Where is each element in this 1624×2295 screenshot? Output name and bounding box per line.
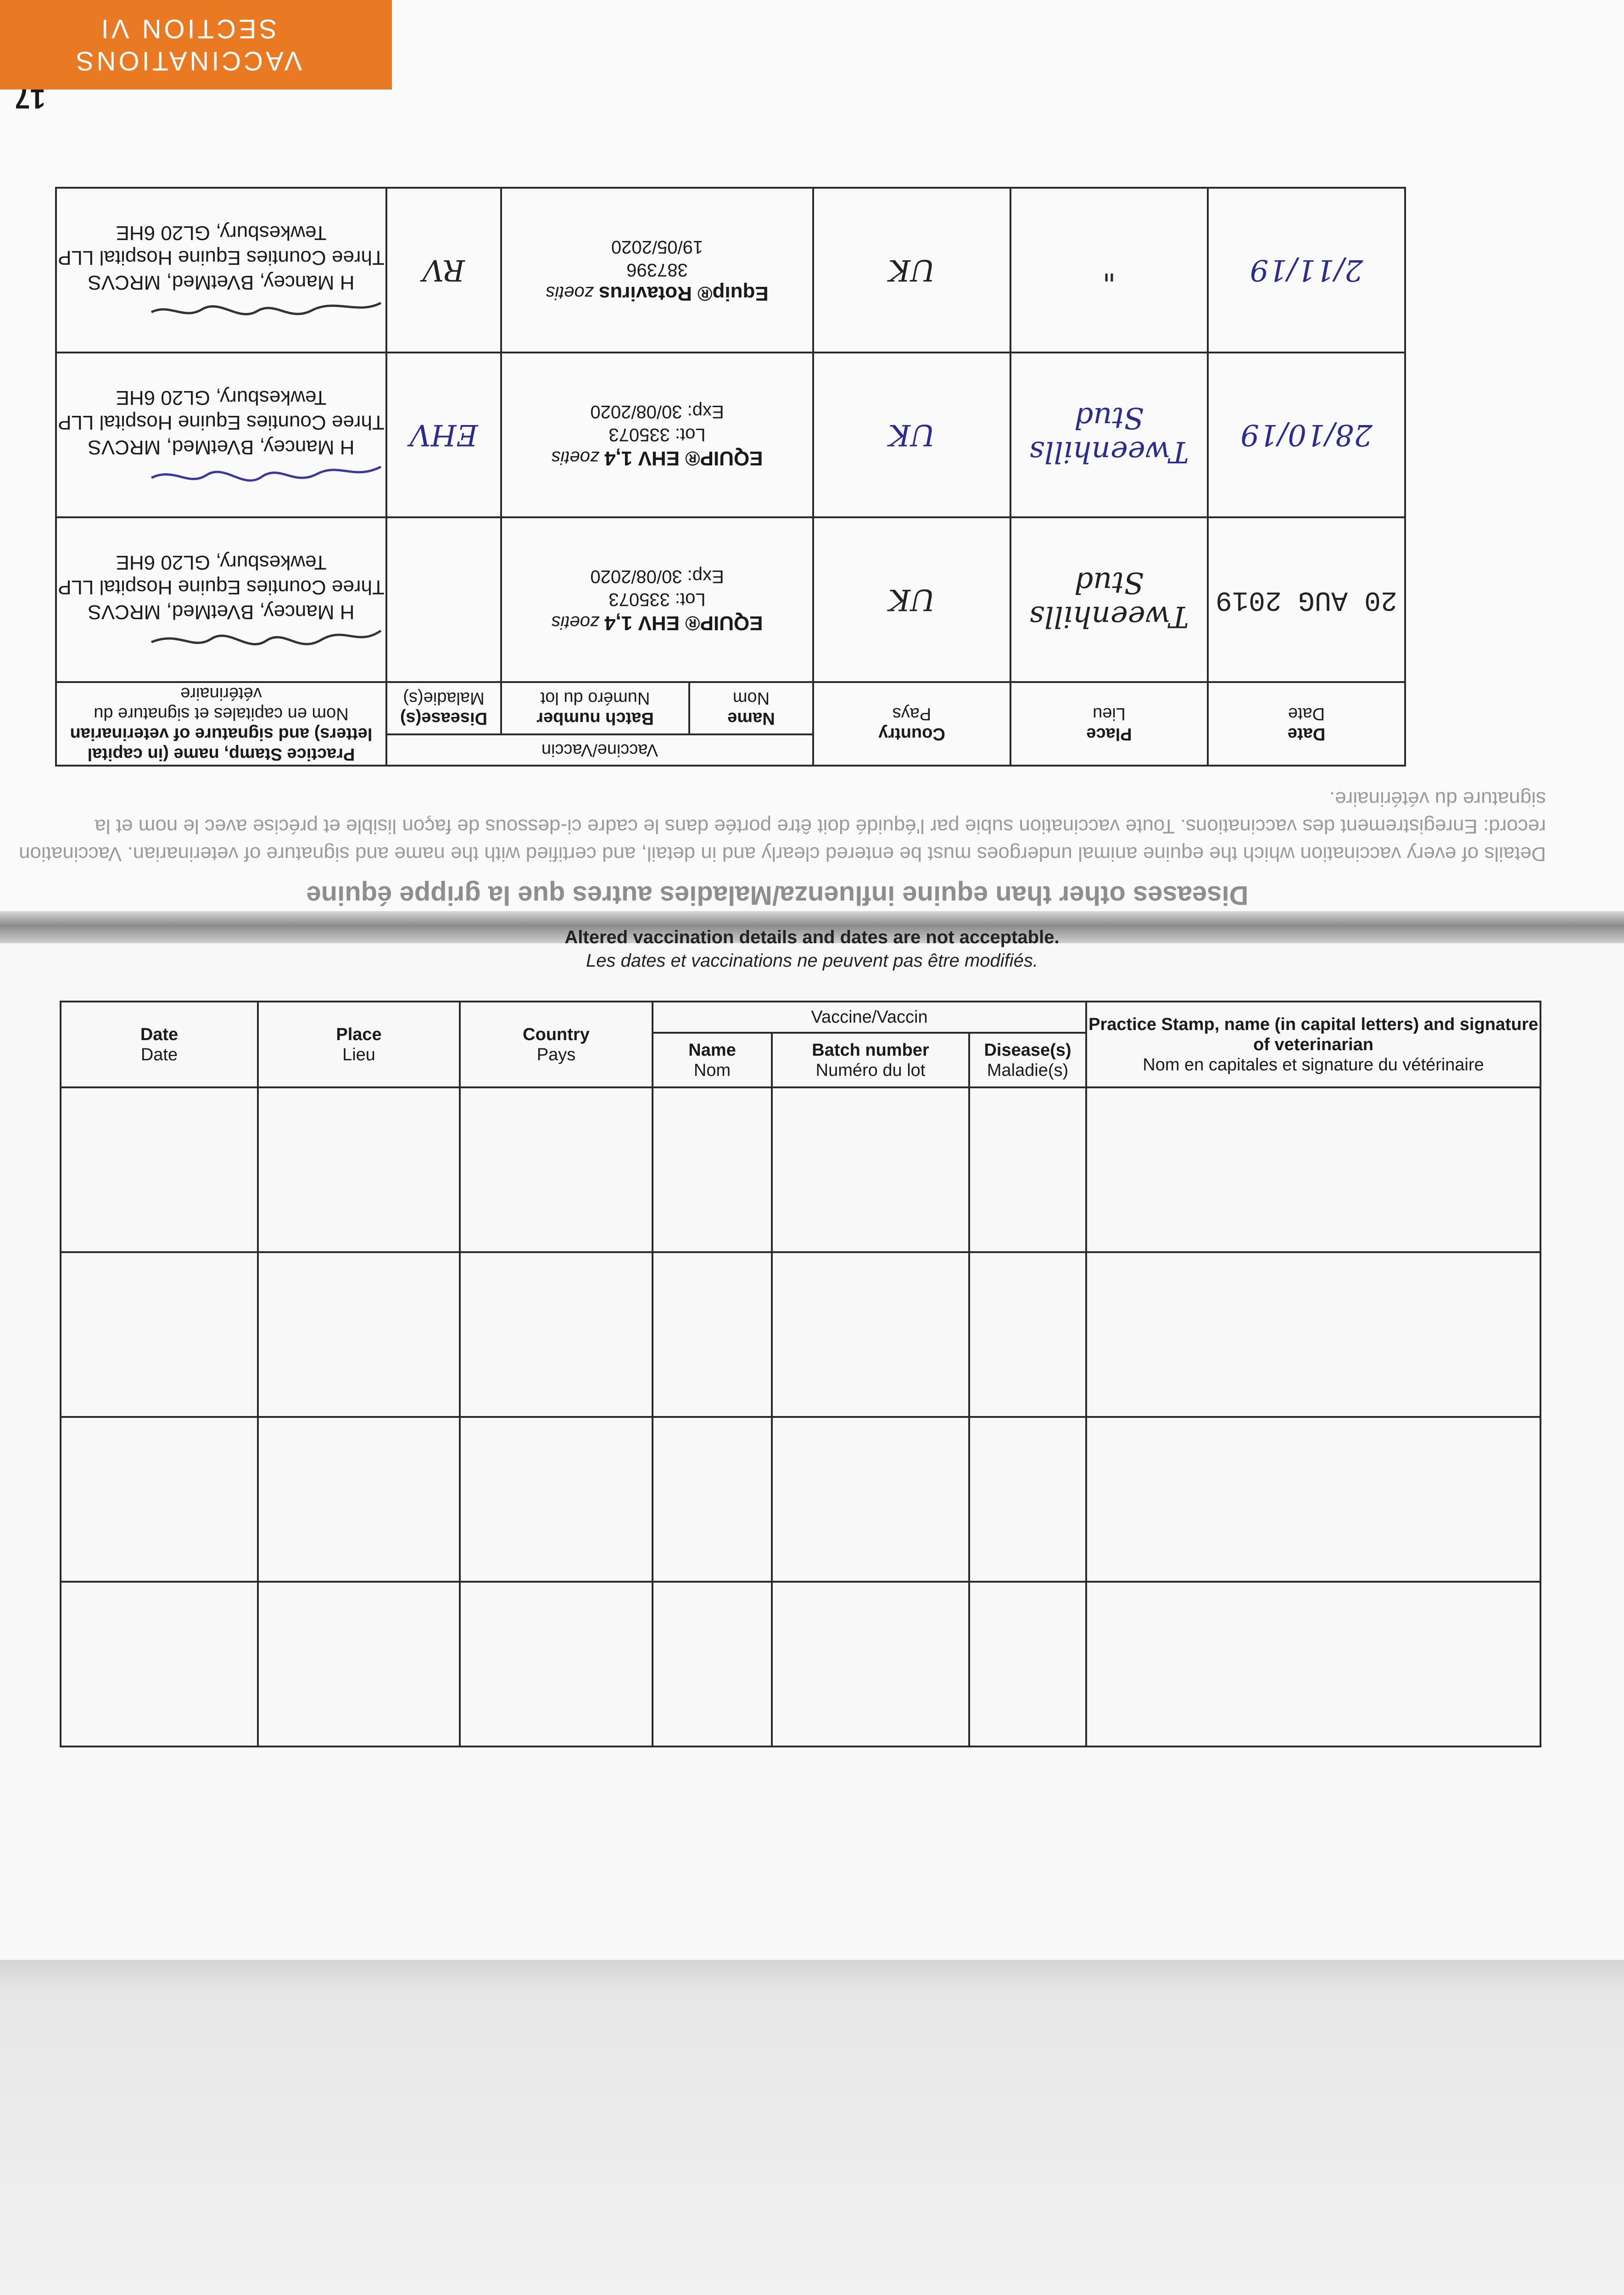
col-vaccine-group: Vaccine/Vaccin xyxy=(386,734,813,766)
col-country: Country Pays xyxy=(460,1002,653,1087)
entry-date: 20 AUG 2019 xyxy=(1208,517,1405,682)
table-header-row xyxy=(61,1002,1540,1033)
entry-country: UK xyxy=(813,517,1010,682)
empty-cell[interactable] xyxy=(772,1087,969,1252)
practice-stamp: H Mancey, BVetMed, MRCVS Three Counties Equine Hospital LLP Tewkesbury, GL20 6HE xyxy=(56,517,386,682)
empty-cell[interactable] xyxy=(258,1582,460,1746)
entry-place: " xyxy=(1010,188,1208,353)
col-batch: Batch number Numéro du lot xyxy=(772,1033,969,1087)
entry-disease xyxy=(386,517,501,682)
entry-country: UK xyxy=(813,353,1010,517)
vaccine-sticker: EQUIP® EHV 1,4 zoetis Lot: 335073 Exp: 30/08/2020 xyxy=(501,353,813,517)
col-stamp: Practice Stamp, name (in capital letters) and signature of veterinarian Nom en capitales et signature du vétérinaire xyxy=(56,682,386,766)
entry-place: Tweenhills Stud xyxy=(1010,517,1208,682)
table-row xyxy=(61,1087,1540,1252)
empty-cell[interactable] xyxy=(772,1417,969,1582)
empty-cell[interactable] xyxy=(969,1582,1086,1746)
lower-vaccination-table xyxy=(60,1001,1541,1747)
empty-cell[interactable] xyxy=(969,1417,1086,1582)
book-edge xyxy=(0,1960,1624,2295)
empty-cell[interactable] xyxy=(258,1417,460,1582)
entry-disease: EHV xyxy=(386,353,501,517)
empty-cell[interactable] xyxy=(258,1252,460,1417)
col-date: Date Date xyxy=(61,1002,258,1087)
col-name: Name Nom xyxy=(689,682,813,734)
col-vaccine-group: Vaccine/Vaccin xyxy=(653,1002,1086,1033)
empty-cell[interactable] xyxy=(969,1252,1086,1417)
col-stamp: Practice Stamp, name (in capital letters) and signature of veterinarian Nom en capitales et signature du vétérinaire xyxy=(1086,1002,1540,1087)
col-place: Place Lieu xyxy=(258,1002,460,1087)
vaccine-sticker: EQUIP® EHV 1,4 zoetis Lot: 335073 Exp: 30/08/2020 xyxy=(501,517,813,682)
empty-cell[interactable] xyxy=(1086,1582,1540,1746)
table-row xyxy=(61,1252,1540,1417)
empty-cell[interactable] xyxy=(1086,1252,1540,1417)
entry-disease: RV xyxy=(386,188,501,353)
empty-cell[interactable] xyxy=(653,1417,772,1582)
col-place: Place Lieu xyxy=(1010,682,1208,766)
empty-cell[interactable] xyxy=(460,1252,653,1417)
notice-english: Altered vaccination details and dates are not acceptable. xyxy=(564,927,1060,947)
empty-cell[interactable] xyxy=(61,1417,258,1582)
table-row xyxy=(61,1582,1540,1746)
table-row xyxy=(56,353,1405,517)
section-tab-subtitle: SECTION VI xyxy=(98,14,277,44)
notice-french: Les dates et vaccinations ne peuvent pas être modifiés. xyxy=(586,951,1038,971)
entry-date: 2/11/19 xyxy=(1208,188,1405,353)
table-row xyxy=(56,188,1405,353)
empty-cell[interactable] xyxy=(460,1087,653,1252)
table-row xyxy=(56,517,1405,682)
empty-cell[interactable] xyxy=(61,1582,258,1746)
empty-cell[interactable] xyxy=(1086,1087,1540,1252)
empty-cell[interactable] xyxy=(772,1582,969,1746)
col-diseases: Disease(s) Maladie(s) xyxy=(386,682,501,734)
empty-cell[interactable] xyxy=(258,1087,460,1252)
table-row xyxy=(61,1417,1540,1582)
entry-place: Tweenhills Stud xyxy=(1010,353,1208,517)
empty-cell[interactable] xyxy=(969,1087,1086,1252)
page-number: 17 xyxy=(15,84,45,114)
upper-page-rotated xyxy=(0,0,1624,918)
empty-cell[interactable] xyxy=(653,1087,772,1252)
empty-cell[interactable] xyxy=(653,1582,772,1746)
section-tab xyxy=(0,0,392,90)
signature xyxy=(147,625,385,649)
upper-vaccination-table xyxy=(55,187,1406,767)
empty-cell[interactable] xyxy=(772,1252,969,1417)
section-tab-title: VACCINATIONS xyxy=(73,46,302,76)
empty-cell[interactable] xyxy=(460,1582,653,1746)
table-header-row xyxy=(56,734,1405,766)
empty-cell[interactable] xyxy=(61,1252,258,1417)
col-name: Name Nom xyxy=(653,1033,772,1087)
entry-country: UK xyxy=(813,188,1010,353)
ghost-instructions: Details of every vaccination which the equine animal undergoes must be entered clearly and in detail, and certified with the name and signature of veterinarian. Vaccination record: Enregistrement des vaccinations. Toute vaccination subie par l'équidé doit être portée dans le cadre ci-dessous de façon lisible et précise avec le nom et la signature du vétérinaire. xyxy=(18,788,1546,865)
col-date: Date Date xyxy=(1208,682,1405,766)
entry-date: 28/10/19 xyxy=(1208,353,1405,517)
alteration-notice xyxy=(0,927,1624,971)
practice-stamp: H Mancey, BVetMed, MRCVS Three Counties Equine Hospital LLP Tewkesbury, GL20 6HE xyxy=(56,188,386,353)
vaccine-sticker: Equip® Rotavirus zoetis 387396 19/05/2020 xyxy=(501,188,813,353)
empty-cell[interactable] xyxy=(1086,1417,1540,1582)
col-batch: Batch number Numéro du lot xyxy=(501,682,689,734)
col-diseases: Disease(s) Maladie(s) xyxy=(969,1033,1086,1087)
empty-cell[interactable] xyxy=(653,1252,772,1417)
col-country: Country Pays xyxy=(813,682,1010,766)
signature xyxy=(147,460,385,485)
empty-cell[interactable] xyxy=(460,1417,653,1582)
empty-cell[interactable] xyxy=(61,1087,258,1252)
practice-stamp: H Mancey, BVetMed, MRCVS Three Counties Equine Hospital LLP Tewkesbury, GL20 6HE xyxy=(56,353,386,517)
signature xyxy=(147,295,385,320)
ghost-heading: Diseases other than equine influenza/Maladies autres que la grippe équine xyxy=(306,880,1249,910)
